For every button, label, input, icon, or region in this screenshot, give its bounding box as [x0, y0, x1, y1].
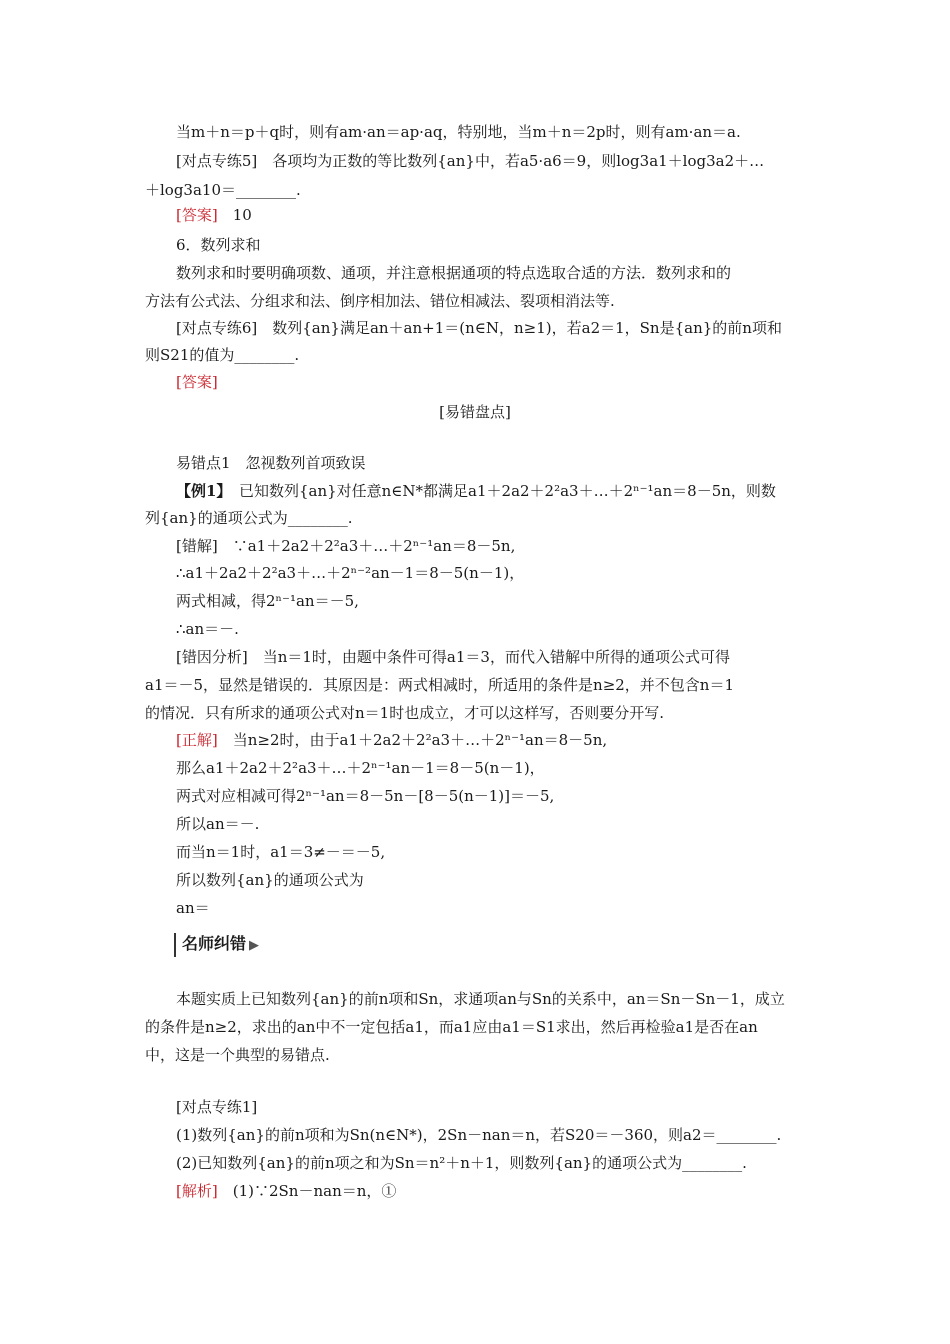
text-line: ＋log3a10＝________.: [145, 181, 301, 199]
text-line: 数列求和时要明确项数、通项，并注意根据通项的特点选取合适的方法．数列求和的: [176, 264, 732, 282]
text-line: 方法有公式法、分组求和法、倒序相加法、错位相减法、裂项相消法等.: [145, 292, 615, 310]
answer-line: [176, 204, 252, 226]
text-line: 中，这是一个典型的易错点.: [145, 1046, 330, 1064]
text-line: 所以an＝－.: [176, 815, 260, 833]
section-title: [易错盘点]: [439, 403, 511, 421]
text-line: ∴a1＋2a2＋2²a3＋…＋2ⁿ⁻²an－1＝8－5(n－1)，: [176, 564, 525, 582]
famous-teacher-label: 名师纠错: [182, 934, 247, 953]
famous-teacher-heading: [174, 933, 259, 957]
text-line: 则S21的值为________.: [145, 346, 300, 364]
correct-solution-text: 当n≥2时，由于a1＋2a2＋2²a3＋…＋2ⁿ⁻¹an＝8－5n,: [232, 731, 608, 749]
example-label: 【例1】: [176, 482, 224, 500]
text-line: an＝: [176, 899, 210, 917]
text-line: 而当n＝1时，a1＝3≠－＝－5,: [176, 843, 386, 861]
answer-value: 10: [232, 206, 252, 224]
practice-6-question: [对点专练6] 数列{an}满足an＋an+1＝(n∈N，n≥1)，若a2＝1，Sn是{an}的前n项和: [176, 319, 782, 337]
text-line: a1＝－5，显然是错误的．其原因是：两式相减时，所适用的条件是n≥2，并不包含n＝1: [145, 676, 735, 694]
text-line: 列{an}的通项公式为________.: [145, 509, 353, 527]
practice-1-question-2: (2)已知数列{an}的前n项之和为Sn＝n²＋n＋1，则数列{an}的通项公式为________.: [176, 1154, 747, 1172]
text-line: 当m＋n＝p＋q时，则有am·an＝ap·aq，特别地，当m＋n＝2p时，则有am·an＝a.: [176, 123, 741, 141]
analysis-text: (1)∵2Sn－nan＝n，①: [232, 1182, 397, 1200]
practice-5-question: [对点专练5] 各项均为正数的等比数列{an}中，若a5·a6＝9，则log3a1＋log3a2＋…: [176, 152, 765, 170]
text-line: 的条件是n≥2，求出的an中不一定包括a1，而a1应由a1＝S1求出，然后再检验a1是否在an: [145, 1018, 758, 1036]
text-line: 两式相减，得2ⁿ⁻¹an＝－5,: [176, 592, 359, 610]
analysis-label: [解析]: [176, 1182, 218, 1200]
example-line: [176, 480, 776, 502]
analysis-line: [176, 1180, 396, 1202]
text-line: 那么a1＋2a2＋2²a3＋…＋2ⁿ⁻¹an－1＝8－5(n－1)，: [176, 759, 545, 777]
answer-label: [答案]: [176, 206, 218, 224]
text-line: 本题实质上已知数列{an}的前n项和Sn，求通项an与Sn的关系中，an＝Sn－Sn－1，成立: [176, 990, 785, 1008]
section-heading: 6．数列求和: [176, 236, 261, 254]
practice-1-heading: [对点专练1]: [176, 1098, 258, 1116]
error-point-heading: 易错点1 忽视数列首项致误: [176, 454, 366, 472]
text-line: 所以数列{an}的通项公式为: [176, 871, 364, 889]
answer-label: [答案]: [176, 373, 218, 391]
correct-solution-line: [176, 729, 607, 751]
play-triangle-icon: ▶: [249, 938, 260, 953]
practice-1-question-1: (1)数列{an}的前n项和为Sn(n∈N*)，2Sn－nan＝n，若S20＝－360，则a2＝________.: [176, 1126, 782, 1144]
error-analysis-line: [错因分析] 当n＝1时，由题中条件可得a1＝3，而代入错解中所得的通项公式可得: [176, 648, 730, 666]
correct-solution-label: [正解]: [176, 731, 218, 749]
wrong-solution-line: [错解] ∵a1＋2a2＋2²a3＋…＋2ⁿ⁻¹an＝8－5n,: [176, 537, 516, 555]
text-line: 的情况．只有所求的通项公式对n＝1时也成立，才可以这样写，否则要分开写.: [145, 704, 664, 722]
text-line: 两式对应相减可得2ⁿ⁻¹an＝8－5n－[8－5(n－1)]＝－5,: [176, 787, 555, 805]
example-text: 已知数列{an}对任意n∈N*都满足a1＋2a2＋2²a3＋…＋2ⁿ⁻¹an＝8－5n，则数: [238, 482, 776, 500]
text-line: ∴an＝－.: [176, 620, 239, 638]
